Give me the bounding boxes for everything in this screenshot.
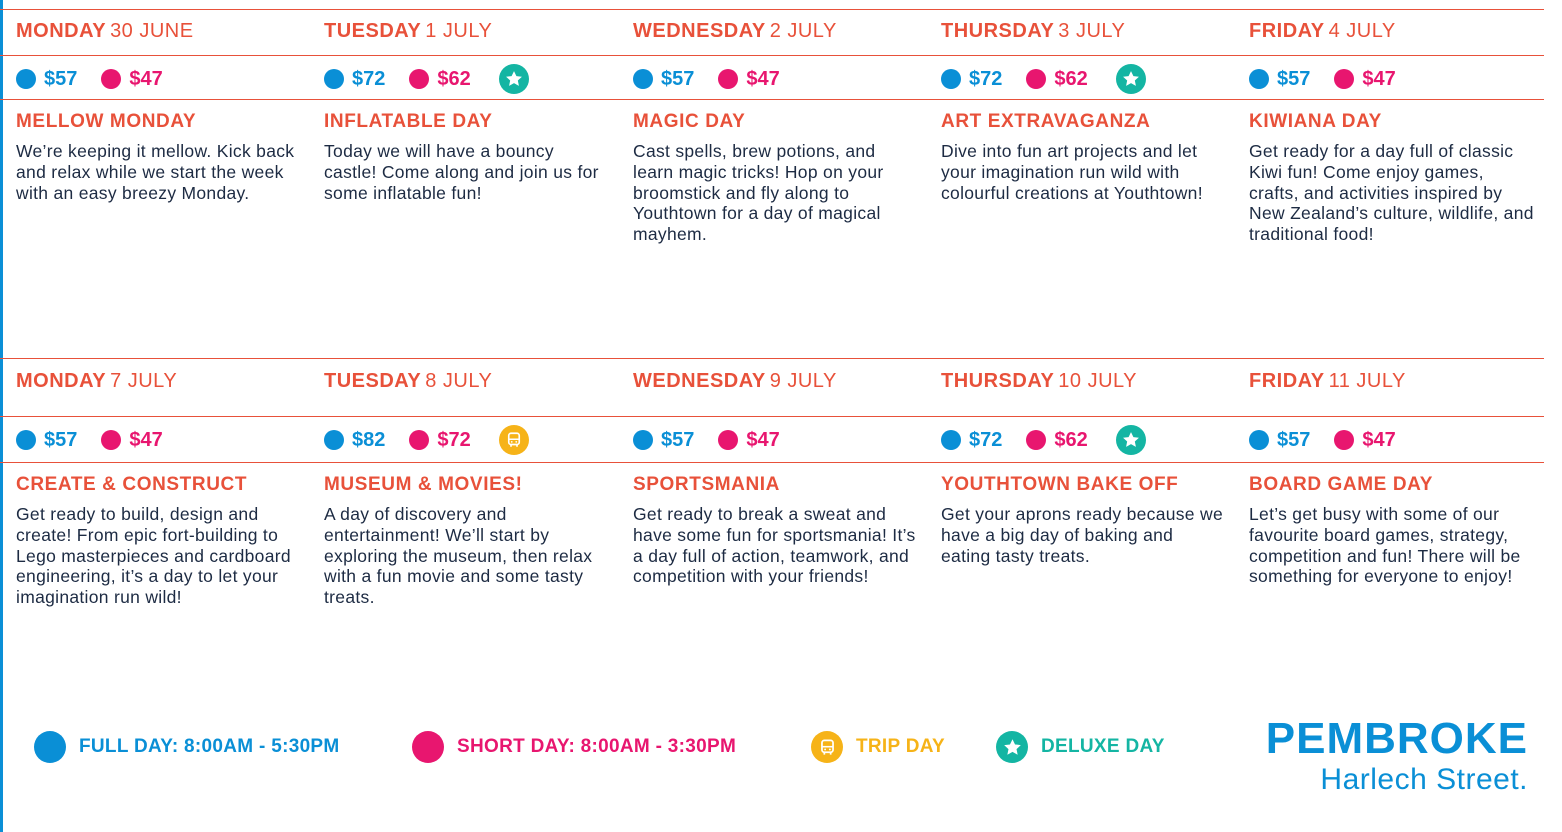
legend-full-day-label: FULL DAY: 8:00AM - 5:30PM: [79, 736, 340, 757]
date: 4 JULY: [1328, 20, 1396, 42]
price-row: [633, 65, 804, 93]
legend-deluxe-day: [996, 730, 1165, 764]
activity-description: Get ready to build, design and create! From epic fort-building to Lego masterpieces and cardboard engineering, it’s a day to let your imagination run wild!: [16, 504, 291, 608]
activity-description: Get your aprons ready because we have a big day of baking and eating tasty treats.: [941, 504, 1223, 566]
date-heading: [633, 20, 837, 48]
location-brand: [1266, 716, 1528, 798]
day-of-week: FRIDAY: [1249, 370, 1325, 392]
short-day-price: $72: [437, 428, 471, 451]
short-day-price: $47: [746, 428, 780, 451]
short-day-price: $47: [1362, 428, 1396, 451]
full-day-price: $57: [44, 67, 78, 90]
activity-title: MAGIC DAY: [633, 111, 746, 132]
date-heading: [941, 370, 1137, 398]
short-day-dot-icon: [1026, 430, 1046, 450]
activity-description: A day of discovery and entertainment! We’ll start by exploring the museum, then relax with a fun movie and some tasty treats.: [324, 504, 593, 608]
day-of-week: FRIDAY: [1249, 20, 1325, 42]
short-day-dot-icon: [101, 69, 121, 89]
price-row: [16, 65, 187, 93]
day-of-week: THURSDAY: [941, 370, 1055, 392]
date-heading: [1249, 370, 1406, 398]
divider: [0, 358, 1544, 359]
short-day-price: $62: [437, 67, 471, 90]
legend-deluxe-day-label: DELUXE DAY: [1041, 736, 1165, 757]
short-day-dot-icon: [409, 69, 429, 89]
activity-description: Dive into fun art projects and let your imagination run wild with colourful creations at Youthtown!: [941, 141, 1203, 203]
price-row: [941, 65, 1146, 93]
full-day-dot-icon: [633, 430, 653, 450]
divider: [0, 9, 1544, 10]
activity-description: Get ready to break a sweat and have some fun for sportsmania! It’s a day full of action, teamwork, and competition with your friends!: [633, 504, 916, 587]
price-row: [633, 426, 804, 454]
date-heading: [324, 370, 492, 398]
full-day-price: $72: [352, 67, 386, 90]
short-day-price: $47: [129, 428, 163, 451]
day-of-week: TUESDAY: [324, 370, 422, 392]
price-row: [1249, 65, 1420, 93]
activity-title: KIWIANA DAY: [1249, 111, 1382, 132]
activity-title: YOUTHTOWN BAKE OFF: [941, 474, 1179, 495]
location-name: PEMBROKE: [1265, 714, 1528, 763]
price-row: [324, 426, 529, 454]
short-day-dot-icon: [409, 430, 429, 450]
full-day-dot-icon: [324, 69, 344, 89]
trip-bus-icon: [811, 731, 843, 763]
date: 7 JULY: [110, 370, 178, 392]
full-day-dot-icon: [16, 69, 36, 89]
activity-title: MELLOW MONDAY: [16, 111, 197, 132]
day-of-week: THURSDAY: [941, 20, 1055, 42]
date: 9 JULY: [769, 370, 837, 392]
divider: [0, 462, 1544, 463]
short-day-price: $47: [1362, 67, 1396, 90]
full-day-dot-icon: [16, 430, 36, 450]
trip-bus-icon: [499, 425, 529, 455]
date-heading: [324, 20, 492, 48]
date: 10 JULY: [1058, 370, 1138, 392]
short-day-dot-icon: [718, 430, 738, 450]
legend-trip-day-label: TRIP DAY: [856, 736, 945, 757]
full-day-price: $57: [661, 428, 695, 451]
day-of-week: WEDNESDAY: [633, 370, 766, 392]
legend-full-day: [34, 730, 340, 764]
date-heading: [633, 370, 837, 398]
activity-description: Cast spells, brew potions, and learn magic tricks! Hop on your broomstick and fly along to Youthtown for a day of magical mayhem.: [633, 141, 884, 245]
full-day-price: $57: [44, 428, 78, 451]
price-row: [941, 426, 1146, 454]
short-day-price: $47: [746, 67, 780, 90]
divider: [0, 55, 1544, 56]
day-of-week: MONDAY: [16, 370, 107, 392]
full-day-price: $72: [969, 67, 1003, 90]
legend-short-day: [412, 730, 736, 764]
day-of-week: MONDAY: [16, 20, 107, 42]
full-day-dot-icon: [633, 69, 653, 89]
activity-description: We’re keeping it mellow. Kick back and relax while we start the week with an easy breezy Monday.: [16, 141, 295, 203]
price-row: [16, 426, 187, 454]
short-day-dot-icon: [412, 731, 444, 763]
activity-description: Today we will have a bouncy castle! Come along and join us for some inflatable fun!: [324, 141, 599, 203]
deluxe-star-icon: [1116, 64, 1146, 94]
short-day-price: $62: [1054, 428, 1088, 451]
day-of-week: WEDNESDAY: [633, 20, 766, 42]
date: 1 JULY: [425, 20, 493, 42]
short-day-dot-icon: [1026, 69, 1046, 89]
short-day-dot-icon: [718, 69, 738, 89]
legend-trip-day: [811, 730, 945, 764]
price-row: [324, 65, 529, 93]
full-day-price: $82: [352, 428, 386, 451]
activity-title: BOARD GAME DAY: [1249, 474, 1433, 495]
deluxe-star-icon: [499, 64, 529, 94]
date-heading: [16, 20, 194, 48]
full-day-dot-icon: [1249, 69, 1269, 89]
date-heading: [941, 20, 1125, 48]
price-row: [1249, 426, 1420, 454]
activity-title: CREATE & CONSTRUCT: [16, 474, 248, 495]
full-day-dot-icon: [941, 430, 961, 450]
date: 30 JUNE: [110, 20, 194, 42]
activity-title: INFLATABLE DAY: [324, 111, 493, 132]
deluxe-star-icon: [1116, 425, 1146, 455]
full-day-price: $72: [969, 428, 1003, 451]
full-day-dot-icon: [1249, 430, 1269, 450]
date: 3 JULY: [1058, 20, 1126, 42]
full-day-dot-icon: [324, 430, 344, 450]
short-day-dot-icon: [1334, 430, 1354, 450]
activity-title: MUSEUM & MOVIES!: [324, 474, 523, 495]
full-day-price: $57: [1277, 67, 1311, 90]
full-day-price: $57: [1277, 428, 1311, 451]
full-day-dot-icon: [941, 69, 961, 89]
day-of-week: TUESDAY: [324, 20, 422, 42]
divider: [0, 416, 1544, 417]
legend-short-day-label: SHORT DAY: 8:00AM - 3:30PM: [457, 736, 737, 757]
activity-title: ART EXTRAVAGANZA: [941, 111, 1151, 132]
date: 2 JULY: [769, 20, 837, 42]
divider: [0, 99, 1544, 100]
short-day-price: $62: [1054, 67, 1088, 90]
short-day-dot-icon: [101, 430, 121, 450]
date: 8 JULY: [425, 370, 493, 392]
deluxe-star-icon: [996, 731, 1028, 763]
date-heading: [16, 370, 177, 398]
date: 11 JULY: [1328, 370, 1406, 392]
location-street: Harlech Street.: [1320, 763, 1528, 796]
activity-title: SPORTSMANIA: [633, 474, 780, 495]
short-day-dot-icon: [1334, 69, 1354, 89]
activity-description: Let’s get busy with some of our favourite board games, strategy, competition and fun! There will be something for everyone to enjoy!: [1249, 504, 1521, 587]
activity-description: Get ready for a day full of classic Kiwi fun! Come enjoy games, crafts, and activities inspired by New Zealand’s culture, wildlife, and traditional food!: [1249, 141, 1534, 245]
date-heading: [1249, 20, 1396, 48]
full-day-price: $57: [661, 67, 695, 90]
short-day-price: $47: [129, 67, 163, 90]
full-day-dot-icon: [34, 731, 66, 763]
